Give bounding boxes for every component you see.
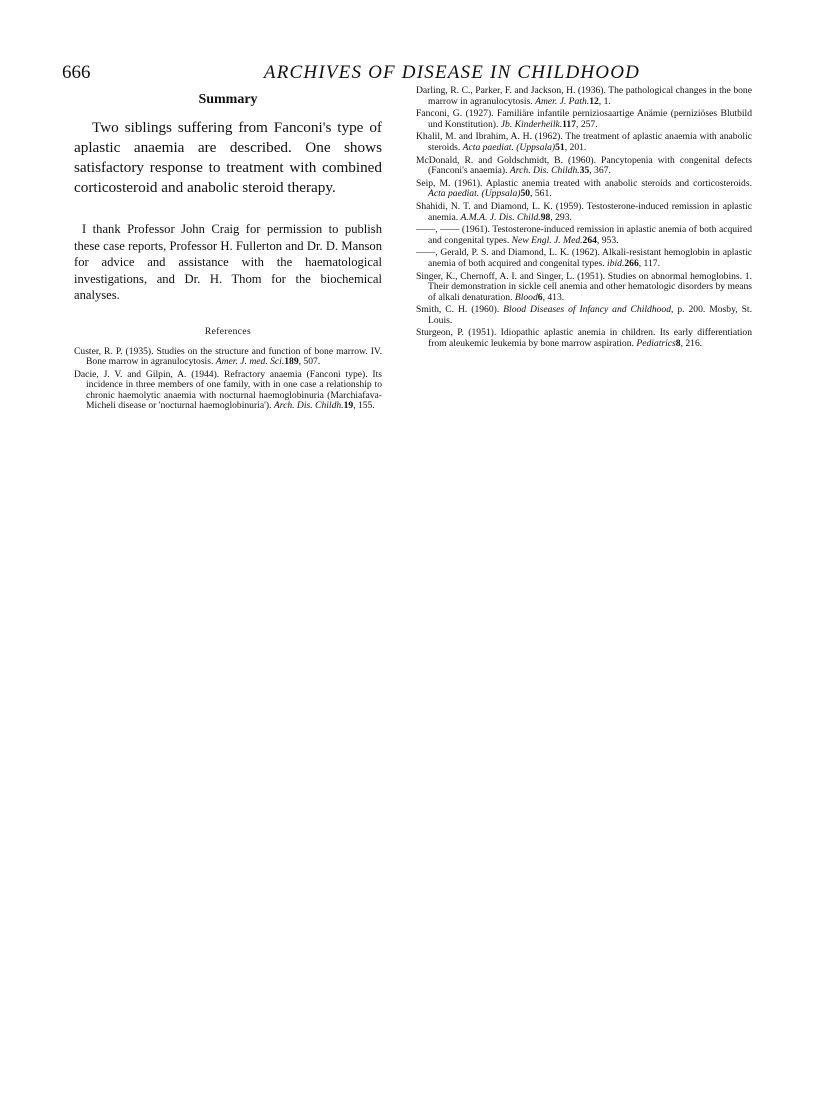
acknowledgement-paragraph: I thank Professor John Craig for permission to publish these case reports, Professor H. Fullerton and Dr. D. Manson for advice and assistance with the haematological investigations, and Dr. H. Thom for the biochemical analyses. [74, 222, 382, 302]
reference-item: Custer, R. P. (1935). Studies on the structure and function of bone marrow. IV. Bone marrow in agranulocytosis. Amer. J. med. Sci.189, 507. [74, 345, 382, 368]
reference-item: Singer, K., Chernoff, A. I. and Singer, L. (1951). Studies on abnormal hemoglobins. 1. Their demonstration in sickle cell anemia and other hematologic disorders by means of alkali denaturation. Blood6, 413. [416, 270, 752, 303]
reference-item: Sturgeon, P. (1951). Idiopathic aplastic anemia in children. Its early differentiation from aleukemic leukemia by bone marrow aspiration. Pediatrics8, 216. [416, 327, 752, 350]
references-heading: References [204, 326, 252, 337]
left-column [74, 90, 382, 414]
reference-item: McDonald, R. and Goldschmidt, B. (1960). Pancytopenia with congenital defects (Fanconi's anaemia). Arch. Dis. Childh.35, 367. [416, 154, 752, 177]
reference-item: Darling, R. C., Parker, F. and Jackson, H. (1936). The pathological changes in the bone marrow in agranulocytosis. Amer. J. Path.12, 1. [416, 85, 752, 107]
summary-paragraph: Two siblings suffering from Fanconi's type of aplastic anaemia are described. One shows satisfactory response to treatment with combined corticosteroid and anabolic steroid therapy. [74, 119, 382, 196]
summary-heading: Summary [198, 92, 258, 107]
reference-item: Khalil, M. and Ibrahim, A. H. (1962). The treatment of aplastic anaemia with anabolic steroids. Acta paediat. (Uppsala)51, 201. [416, 131, 752, 153]
page-number: 666 [62, 62, 91, 83]
reference-item: Seip, M. (1961). Aplastic anemia treated with anabolic steroids and corticosteroids. Acta paediat. (Uppsala)50, 561. [416, 177, 752, 200]
reference-item: Fanconi, G. (1927). Familiäre infantile perniziosaartige Anämie (perniziöses Blutbild und Konstitution). Jb. Kinderheilk.117, 257. [416, 108, 752, 130]
reference-item: Shahidi, N. T. and Diamond, L. K. (1959). Testosterone-induced remission in aplastic anemia. A.M.A. J. Dis. Child.98, 293. [416, 200, 752, 223]
reference-item: ——, —— (1961). Testosterone-induced remission in aplastic anemia of both acquired and congenital types. New Engl. J. Med.264, 953. [416, 224, 752, 246]
reference-item: Smith, C. H. (1960). Blood Diseases of Infancy and Childhood, p. 200. Mosby, St. Louis. [416, 304, 752, 326]
right-column [416, 86, 752, 352]
journal-title: ARCHIVES OF DISEASE IN CHILDHOOD [263, 62, 641, 83]
reference-item: ——, Gerald, P. S. and Diamond, L. K. (1962). Alkali-resistant hemoglobin in aplastic anemia of both acquired and congenital types. ibid.266, 117. [416, 247, 752, 269]
reference-item: Dacie, J. V. and Gilpin, A. (1944). Refractory anaemia (Fanconi type). Its incidence in three members of one family, with in one case a relationship to chronic haemolytic anaemia with nocturnal haemoglobinuria (Marchiafava-Micheli disease or 'nocturnal haemoglobinuria'). Arch. Dis. Childh.19, 155. [74, 368, 382, 412]
